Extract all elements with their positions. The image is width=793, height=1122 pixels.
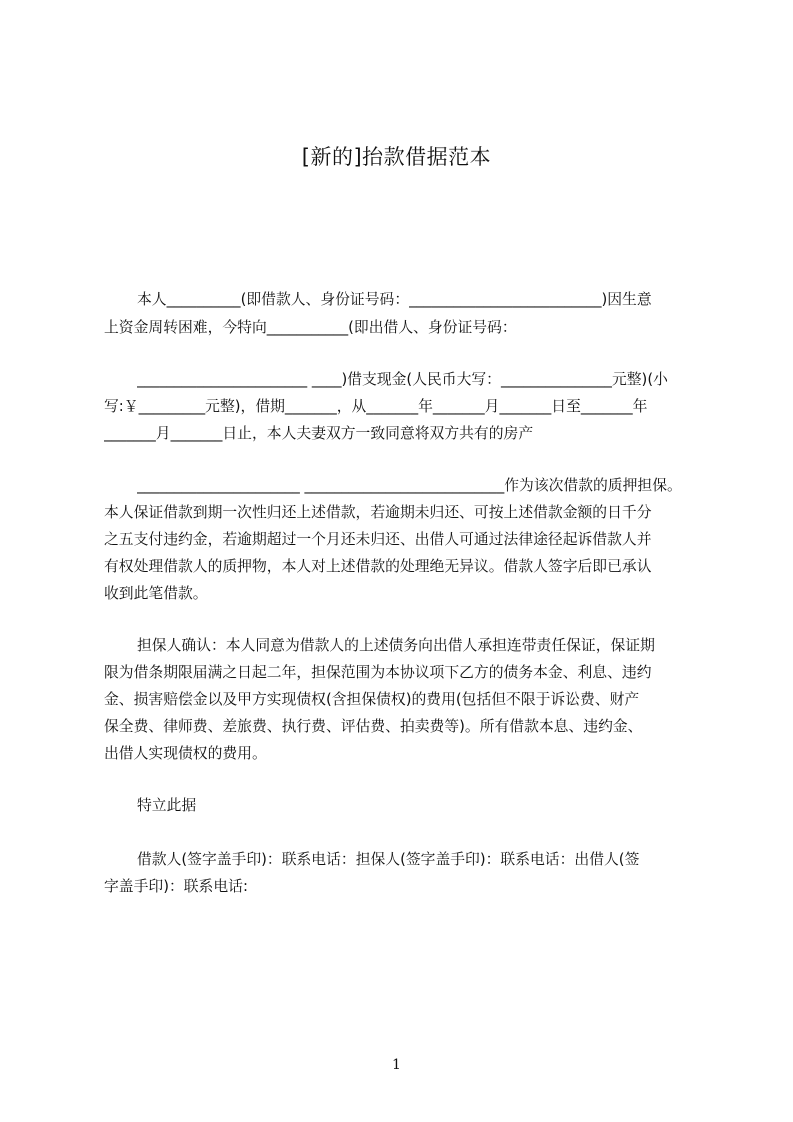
body-line: 有权处理借款人的质押物，本人对上述借款的处理绝无异议。借款人签字后即已承认 (104, 558, 652, 575)
body-line: 本人__________(即借款人、身份证号码：__________________________)因生意 (137, 291, 652, 308)
body-line: _______________________ ____)借支现金(人民币大写：_______________元整)(小 (137, 371, 668, 388)
body-line: 写:￥_________元整)，借期_______，从_______年_______月_______日至_______年 (104, 398, 648, 415)
body-line: 特立此据 (137, 797, 197, 814)
body-line: 保全费、律师费、差旅费、执行费、评估费、拍卖费等)。所有借款本息、违约金、 (104, 718, 643, 735)
body-line: 借款人(签字盖手印)：联系电话：担保人(签字盖手印)：联系电话：出借人(签 (137, 851, 640, 868)
body-line: 担保人确认：本人同意为借款人的上述债务向出借人承担连带责任保证，保证期 (137, 637, 655, 654)
body-line: 字盖手印)：联系电话: (104, 878, 248, 895)
body-line: 限为借条期限届满之日起二年，担保范围为本协议项下乙方的债务本金、利息、违约 (104, 664, 652, 681)
body-line: 收到此笔借款。 (104, 585, 208, 602)
body-line: _______月_______日止，本人夫妻双方一致同意将双方共有的房产 (104, 425, 534, 442)
document-title: [新的]抬款借据范本 (301, 145, 492, 169)
body-line: 金、损害赔偿金以及甲方实现债权(含担保债权)的费用(包括但不限于诉讼费、财产 (104, 691, 640, 708)
body-line: 本人保证借款到期一次性归还上述借款，若逾期未归还、可按上述借款金额的日千分 (104, 504, 652, 521)
body-line: 之五支付违约金，若逾期超过一个月还未归还、出借人可通过法律途径起诉借款人并 (104, 531, 652, 548)
body-line: 出借人实现债权的费用。 (104, 745, 267, 762)
body-line: 上资金周转困难，今特向___________(即出借人、身份证号码： (104, 319, 517, 336)
page-number: 1 (392, 1057, 401, 1073)
body-line: ______________________ ___________________________作为该次借款的质押担保。 (137, 477, 682, 494)
